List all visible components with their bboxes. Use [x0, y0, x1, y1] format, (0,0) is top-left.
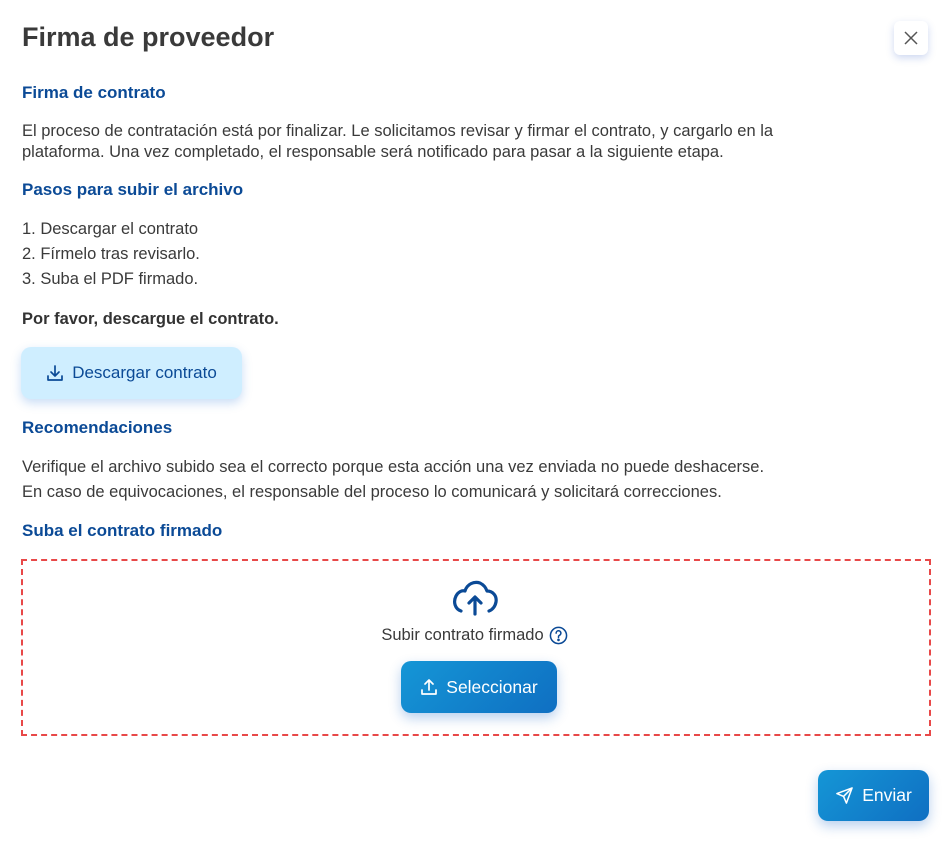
recommendations-text-1: Verifique el archivo subido sea el correcto porque esta acción una vez enviada no puede deshacerse. [22, 458, 765, 476]
submit-button[interactable] [818, 770, 929, 821]
download-contract-button[interactable] [21, 347, 242, 399]
download-prompt: Por favor, descargue el contrato. [22, 310, 279, 328]
contract-text-2: plataforma. Una vez completado, el responsable será notificado para pasar a la siguiente etapa. [22, 143, 724, 161]
step-item: 2. Fírmelo tras revisarlo. [22, 245, 200, 263]
upload-label-row [0, 626, 949, 645]
download-contract-label: Descargar contrato [72, 363, 217, 382]
upload-heading: Suba el contrato firmado [22, 521, 223, 540]
help-icon[interactable] [549, 626, 568, 645]
select-file-label: Seleccionar [446, 676, 538, 697]
close-button[interactable] [894, 21, 928, 55]
close-icon [904, 31, 918, 45]
dialog-title: Firma de proveedor [22, 22, 275, 52]
recommendations-heading: Recomendaciones [22, 418, 173, 437]
upload-label: Subir contrato firmado [381, 626, 544, 644]
upload-icon [420, 678, 438, 696]
contract-heading: Firma de contrato [22, 83, 166, 102]
submit-label: Enviar [862, 785, 912, 805]
select-file-button[interactable] [401, 661, 557, 713]
step-item: 1. Descargar el contrato [22, 220, 199, 238]
recommendations-text-2: En caso de equivocaciones, el responsable del proceso lo comunicará y solicitará correcciones. [22, 483, 722, 501]
send-icon [835, 786, 854, 805]
download-icon [46, 364, 64, 382]
contract-text-1: El proceso de contratación está por finalizar. Le solicitamos revisar y firmar el contrato, y cargarlo en la [22, 122, 774, 140]
steps-heading: Pasos para subir el archivo [22, 180, 244, 199]
cloud-upload-icon [452, 580, 498, 616]
step-item: 3. Suba el PDF firmado. [22, 270, 199, 288]
